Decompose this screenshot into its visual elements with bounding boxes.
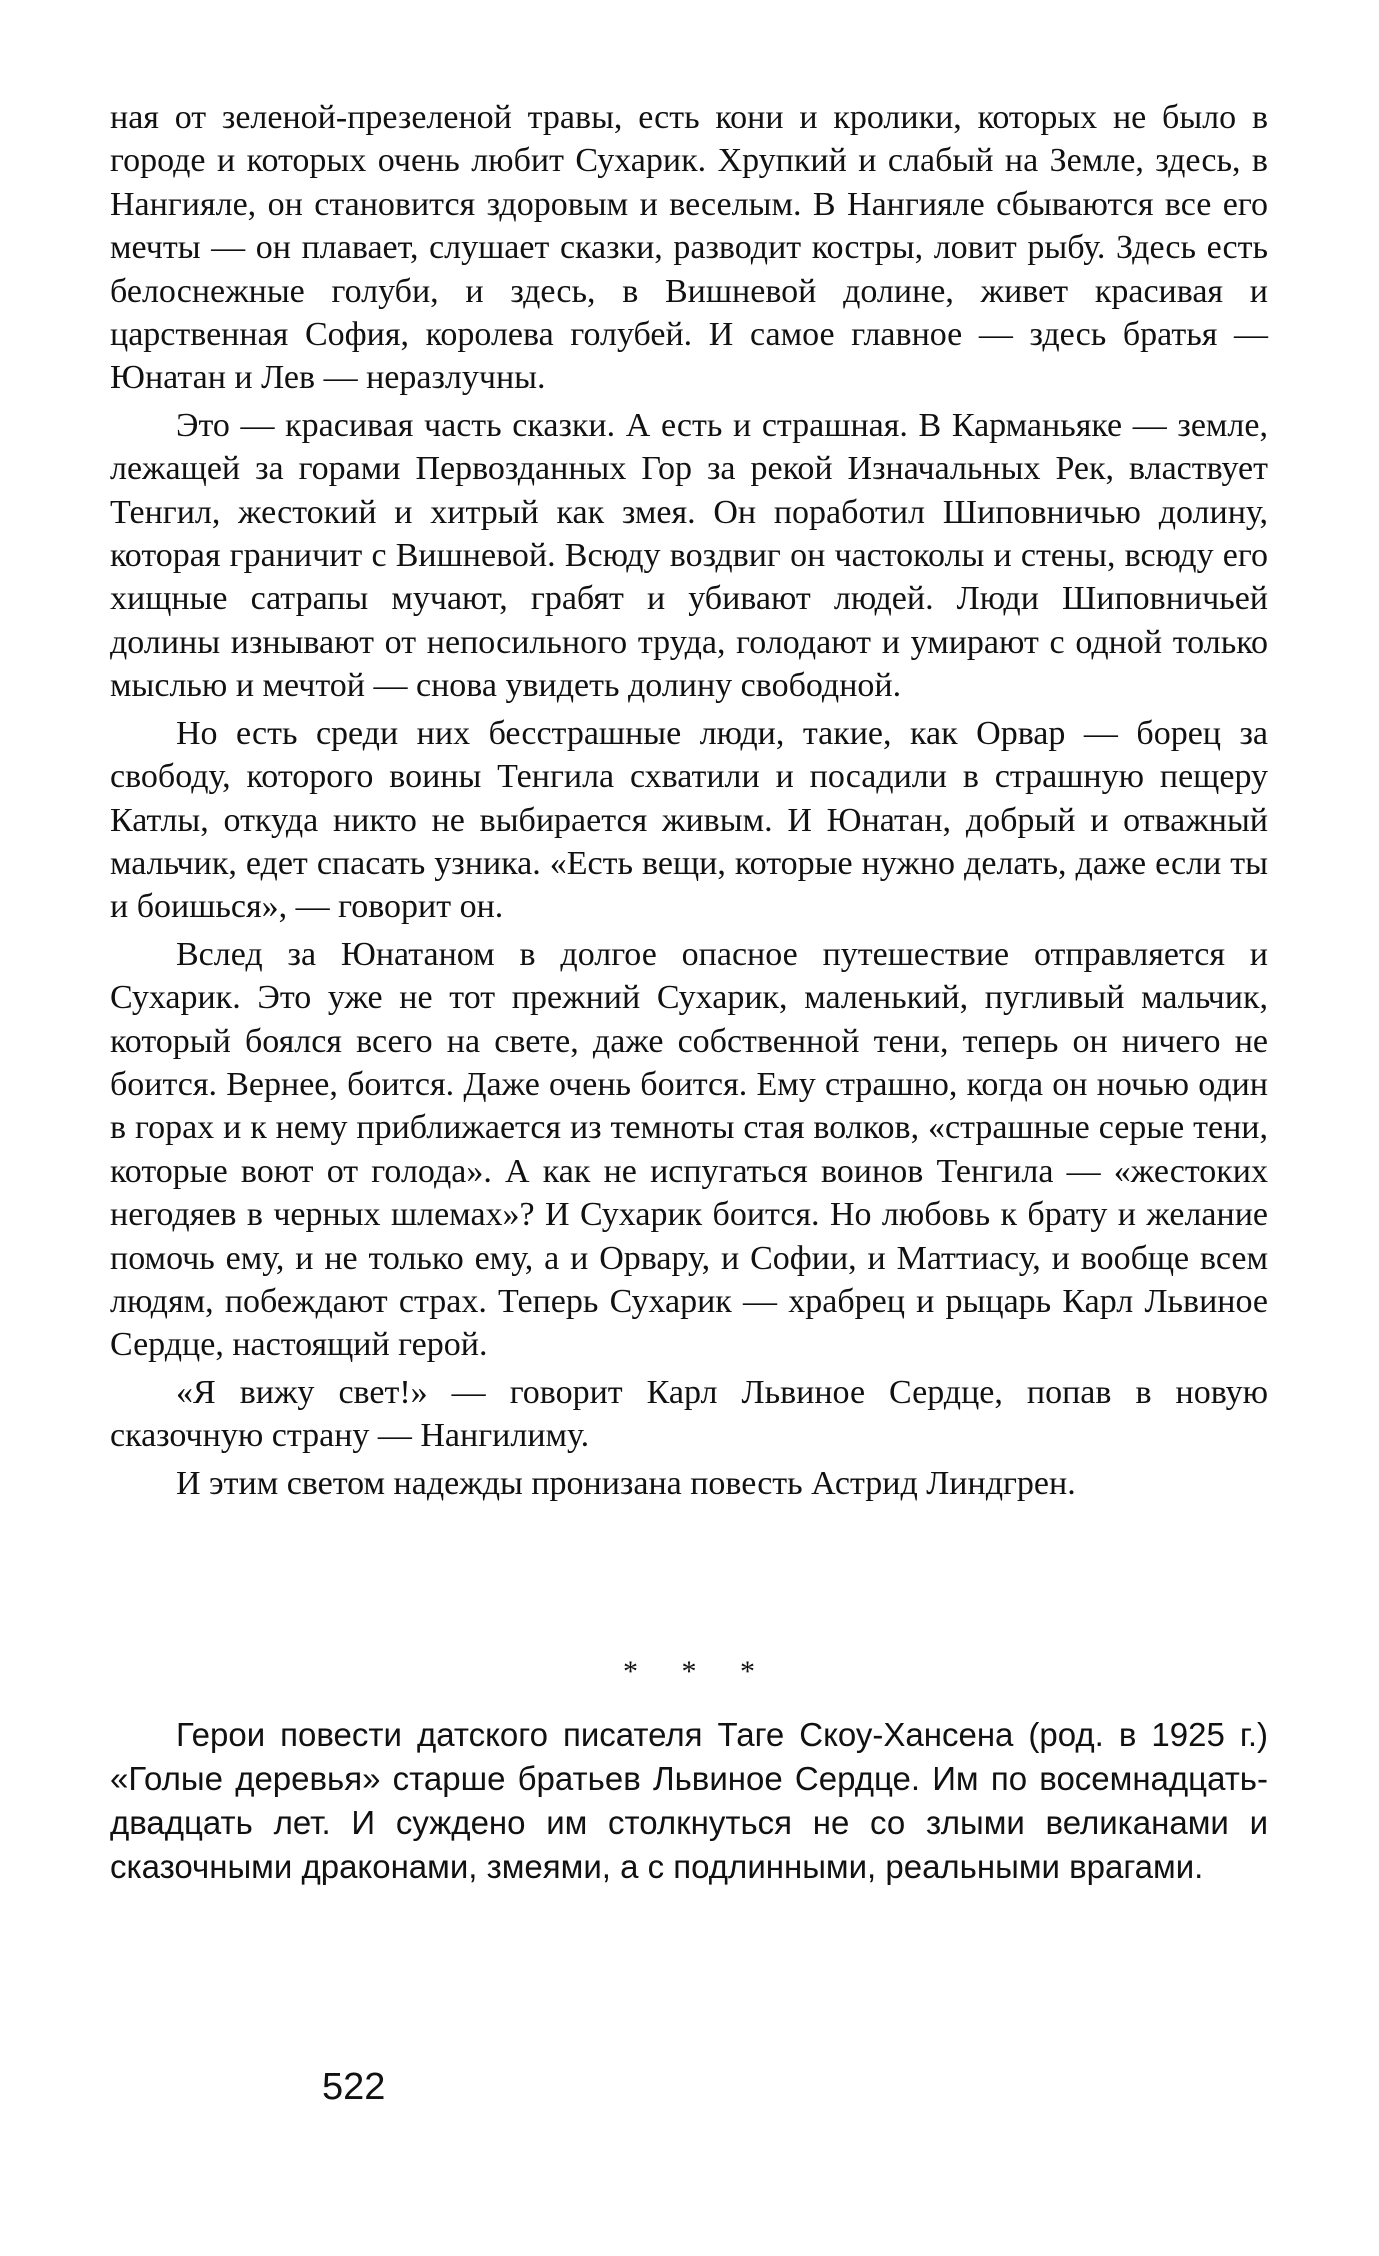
paragraph-2: Это — красивая часть сказки. А есть и страшная. В Карманьяке — земле, лежащей за горами Первозданных Гор за рекой Изначальных Рек, властвует Тенгил, жестокий и хитрый как змея. Он поработил Шиповничью долину, которая граничит с Вишневой. Всюду воздвиг он частоколы и стены, всюду его хищные сатрапы мучают, грабят и убивают людей. Люди Шиповничьей долины изнывают от непосильного труда, голодают и умирают с одной только мыслью и мечтой — снова увидеть долину свободной. bbox=[110, 406, 1268, 705]
section-divider: * * * bbox=[623, 1655, 773, 1688]
paragraph-4: Вслед за Юнатаном в долгое опасное путешествие отправляется и Сухарик. Это уже не тот прежний Сухарик, маленький, пугливый мальчик, который боялся всего на свете, даже собственной тени, теперь он ничего не боится. Вернее, боится. Даже очень боится. Ему страшно, когда он ночью один в горах и к нему приближается из темноты стая волков, «страшные серые тени, которые воют от голода». А как не испугаться воинов Тенгила — «жестоких негодяев в черных шлемах»? И Сухарик боится. Но любовь к брату и желание помочь ему, и не только ему, а и Орвару, и Софии, и Маттиасу, и вообще всем людям, побеждают страх. Теперь Сухарик — храбрец и рыцарь Карл Львиное Сердце, настоящий герой. bbox=[110, 935, 1268, 1364]
closing-paragraph: Герои повести датского писателя Таге Скоу-Хансена (род. в 1925 г.) «Голые деревья» старше братьев Львиное Сердце. Им по восемнадцать-двадцать лет. И суждено им столкнуться не со злыми великанами и сказочными драконами, змеями, а с подлинными, реальными врагами. bbox=[110, 1716, 1268, 1885]
paragraph-3: Но есть среди них бесстрашные люди, такие, как Орвар — борец за свободу, которого воины Тенгила схватили и посадили в страшную пещеру Катлы, откуда никто не выбирается живым. И Юнатан, добрый и отважный мальчик, едет спасать узника. «Есть вещи, которые нужно делать, даже если ты и боишься», — говорит он. bbox=[110, 714, 1268, 926]
paragraph-6: И этим светом надежды пронизана повесть Астрид Линдгрен. bbox=[176, 1464, 1076, 1502]
paragraph-5: «Я вижу свет!» — говорит Карл Львиное Сердце, попав в новую сказочную страну — Нангилиму. bbox=[110, 1373, 1268, 1455]
paragraph-1: ная от зеленой-презеленой травы, есть кони и кролики, которых не было в городе и которых очень любит Сухарик. Хрупкий и слабый на Земле, здесь, в Нангияле, он становится здоровым и веселым. В Нангияле сбываются все его мечты — он плавает, слушает сказки, разводит костры, ловит рыбу. Здесь есть белоснежные голуби, и здесь, в Вишневой долине, живет красивая и царственная София, королева голубей. И самое главное — здесь братья — Юнатан и Лев — неразлучны. bbox=[110, 99, 1268, 397]
page-body bbox=[110, 96, 1268, 1889]
page-number: 522 bbox=[322, 2066, 386, 2108]
